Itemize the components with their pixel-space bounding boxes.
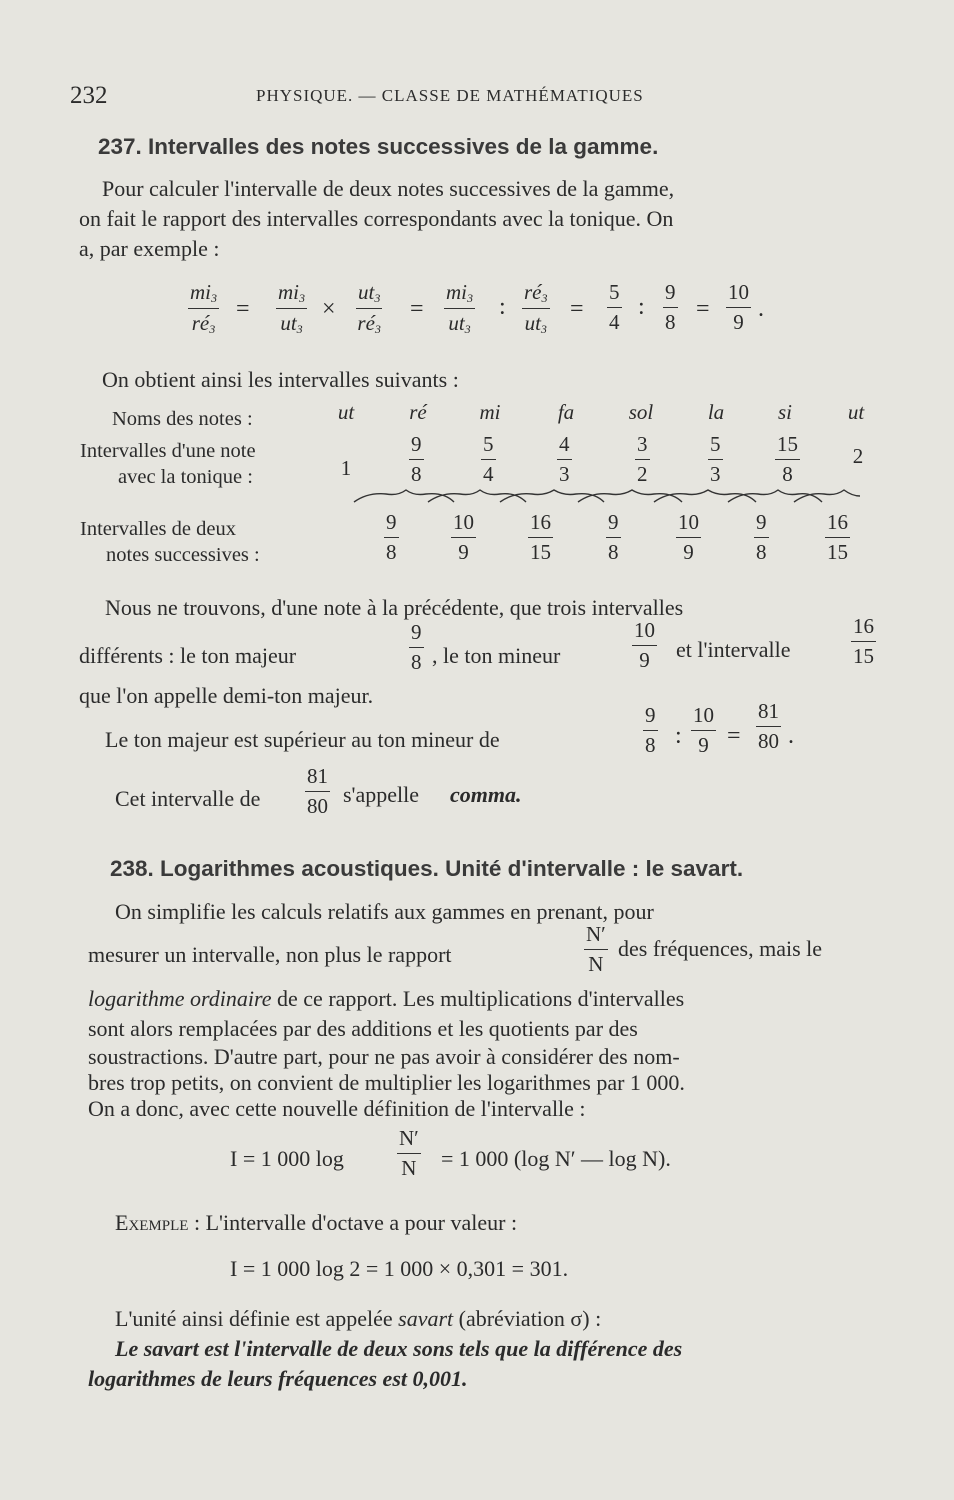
note-name: ré (409, 400, 427, 424)
fraction: $\frac{9}{8}$ (665, 280, 676, 334)
table-row-label: avec la tonique : (118, 466, 253, 488)
definition-line: Le savart est l'intervalle de deux sons tels que la différence des (115, 1336, 683, 1361)
paragraph-line: s'appelle (343, 782, 420, 807)
fraction: $\frac{9}{8}$ (411, 620, 422, 674)
equals-sign: = (410, 296, 424, 322)
fraction: $\frac{mi_3}{ut_3}$ (446, 280, 473, 336)
fraction: $\frac{10}{9}$ (693, 703, 714, 757)
definition-line: logarithmes de leurs fréquences est 0,001. (88, 1366, 468, 1391)
paragraph-line: Cet intervalle de (115, 786, 261, 811)
table-row-label: Noms des notes : (112, 408, 253, 430)
fraction: $\frac{N'}{N}$ (399, 1126, 419, 1180)
equals-sign: = (727, 723, 741, 749)
table-fraction: $\frac{16}{15}$ (827, 510, 848, 564)
table-fraction: $\frac{10}{9}$ (453, 510, 474, 564)
paragraph-line (115, 1210, 517, 1236)
text-span: L'unité ainsi définie est appelée (115, 1306, 399, 1331)
paragraph-line: et l'intervalle (676, 637, 791, 662)
fraction: $\frac{10}{9}$ (728, 280, 749, 334)
paragraph-line: Nous ne trouvons, d'une note à la précédente, que trois intervalles (105, 595, 684, 620)
paragraph-line: On simplifie les calculs relatifs aux gammes en prenant, pour (115, 899, 654, 924)
paragraph-line: Pour calculer l'intervalle de deux notes successives de la gamme, (102, 176, 675, 201)
colon: : (499, 294, 506, 320)
fraction: $\frac{mi_3}{ré_3}$ (190, 280, 217, 336)
note-name: si (777, 400, 792, 424)
fraction: $\frac{mi_3}{ut_3}$ (278, 280, 305, 336)
page-number: 232 (70, 82, 108, 109)
fraction: $\frac{81}{80}$ (758, 699, 779, 753)
paragraph-line: on fait le rapport des intervalles correspondants avec la tonique. On (79, 206, 674, 231)
term-logarithme: logarithme ordinaire (88, 986, 272, 1011)
paragraph-line: que l'on appelle demi-ton majeur. (79, 683, 374, 708)
table-fraction: $\frac{9}{8}$ (608, 510, 619, 564)
note-name: mi (479, 400, 501, 424)
period: . (788, 723, 794, 749)
fraction: $\frac{16}{15}$ (853, 614, 874, 668)
term-comma: comma. (450, 782, 522, 807)
equals-sign: = (696, 296, 710, 322)
section-237-title: 237. Intervalles des notes successives de la gamme. (98, 134, 659, 159)
brace-row (350, 488, 865, 510)
paragraph-line: soustractions. D'autre part, pour ne pas avoir à considérer des nom- (88, 1044, 680, 1069)
paragraph-line (88, 986, 684, 1012)
paragraph-line: a, par exemple : (79, 236, 220, 261)
paragraph-line: sont alors remplacées par des additions et les quotients par des (88, 1016, 638, 1041)
paragraph-line: On a donc, avec cette nouvelle définition de l'intervalle : (88, 1096, 586, 1121)
equals-sign: = (570, 296, 584, 322)
fraction: $\frac{N'}{N}$ (586, 922, 606, 976)
table-fraction: $\frac{5}{3}$ (710, 432, 721, 486)
paragraph-line: On obtient ainsi les intervalles suivants : (102, 367, 459, 392)
table-fraction: $\frac{10}{9}$ (678, 510, 699, 564)
brace (794, 490, 860, 502)
text-span: de ce rapport. Les multiplications d'intervalles (271, 986, 685, 1011)
note-name: sol (628, 400, 654, 424)
fraction: $\frac{5}{4}$ (609, 280, 620, 334)
table-row-label: Intervalles de deux (80, 518, 236, 540)
table-fraction: $\frac{5}{4}$ (483, 432, 494, 486)
note-name: la (707, 400, 725, 424)
period: . (758, 296, 764, 322)
table-fraction: $\frac{16}{15}$ (530, 510, 551, 564)
paragraph-line (115, 1306, 601, 1332)
note-name: ut (337, 400, 355, 424)
paragraph-line: mesurer un intervalle, non plus le rapport (88, 942, 452, 967)
formula: I = 1 000 log 2 = 1 000 × 0,301 = 301. (230, 1256, 569, 1281)
table-value: 1 (340, 456, 352, 480)
fraction: $\frac{ré_3}{ut_3}$ (524, 280, 548, 336)
table-fraction: $\frac{4}{3}$ (559, 432, 570, 486)
colon: : (638, 294, 645, 320)
paragraph-line: , le ton mineur (432, 643, 561, 668)
table-row-label: notes successives : (106, 544, 260, 566)
table-value: 2 (852, 444, 864, 468)
table-fraction: $\frac{9}{8}$ (756, 510, 767, 564)
table-fraction: $\frac{15}{8}$ (777, 432, 798, 486)
table-fraction: $\frac{3}{2}$ (637, 432, 648, 486)
fraction: $\frac{9}{8}$ (645, 703, 656, 757)
paragraph-line: des fréquences, mais le (618, 936, 823, 961)
fraction: $\frac{10}{9}$ (634, 618, 655, 672)
fraction: $\frac{81}{80}$ (307, 764, 328, 818)
formula: I = 1 000 log (230, 1146, 344, 1171)
paragraph-line: bres trop petits, on convient de multiplier les logarithmes par 1 000. (88, 1070, 685, 1095)
term-savart: savart (398, 1306, 454, 1331)
times-sign: × (322, 296, 336, 322)
equals-sign: = (236, 296, 250, 322)
table-row-label: Intervalles d'une note (80, 440, 256, 462)
note-name: fa (557, 400, 575, 424)
table-fraction: $\frac{9}{8}$ (386, 510, 397, 564)
running-head: PHYSIQUE. — CLASSE DE MATHÉMATIQUES (256, 86, 644, 105)
example-label: Exemple (115, 1210, 189, 1235)
text-span: (abréviation σ) : (453, 1306, 602, 1331)
colon: : (675, 723, 682, 749)
text-span: : L'intervalle d'octave a pour valeur : (188, 1210, 518, 1235)
fraction: $\frac{ut_3}{ré_3}$ (357, 280, 381, 336)
paragraph-line: Le ton majeur est supérieur au ton mineur de (105, 727, 500, 752)
section-238-title: 238. Logarithmes acoustiques. Unité d'intervalle : le savart. (110, 856, 744, 881)
paragraph-line: différents : le ton majeur (79, 643, 297, 668)
formula: = 1 000 (log N′ — log N). (441, 1146, 671, 1171)
brace (728, 490, 822, 502)
table-fraction: $\frac{9}{8}$ (411, 432, 422, 486)
note-name: ut (847, 400, 865, 424)
